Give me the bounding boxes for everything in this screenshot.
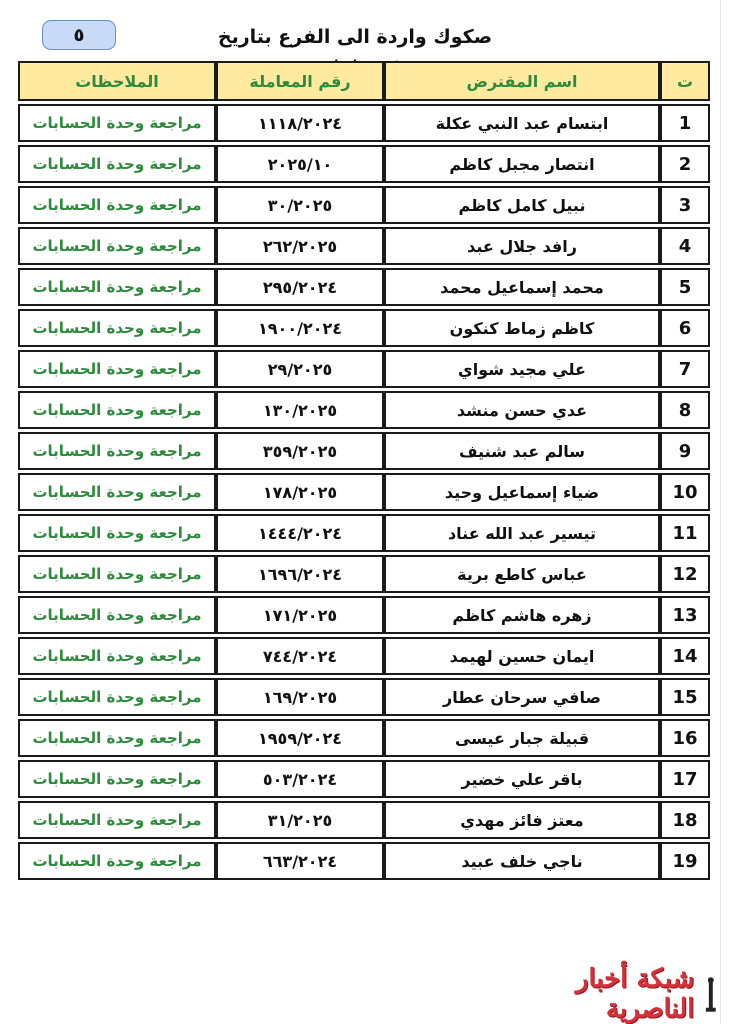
note: مراجعة وحدة الحسابات [18, 145, 216, 183]
column-header-index: ت [660, 61, 710, 101]
borrower-name: قبيلة جبار عيسى [384, 719, 660, 757]
row-index: 13 [660, 596, 710, 634]
row-index: 19 [660, 842, 710, 880]
table-row [18, 432, 710, 470]
table-row [18, 350, 710, 388]
row-index: 18 [660, 801, 710, 839]
note: مراجعة وحدة الحسابات [18, 555, 216, 593]
borrower-name: انتصار مجبل كاظم [384, 145, 660, 183]
note: مراجعة وحدة الحسابات [18, 350, 216, 388]
note: مراجعة وحدة الحسابات [18, 801, 216, 839]
row-index: 16 [660, 719, 710, 757]
borrower-name: ابتسام عبد النبي عكلة [384, 104, 660, 142]
logo [482, 964, 722, 1024]
table-row [18, 473, 710, 511]
note: مراجعة وحدة الحسابات [18, 760, 216, 798]
transaction-number: ٥٠٣/٢٠٢٤ [216, 760, 384, 798]
note: مراجعة وحدة الحسابات [18, 391, 216, 429]
row-index: 9 [660, 432, 710, 470]
logo-text: شبكة أخبار الناصرية [575, 964, 695, 1024]
table-row [18, 186, 710, 224]
transaction-number: ١٧٨/٢٠٢٥ [216, 473, 384, 511]
borrower-name: ايمان حسين لهيمد [384, 637, 660, 675]
transaction-number: ١٩٠٠/٢٠٢٤ [216, 309, 384, 347]
transaction-number: ١٤٤٤/٢٠٢٤ [216, 514, 384, 552]
note: مراجعة وحدة الحسابات [18, 514, 216, 552]
note: مراجعة وحدة الحسابات [18, 104, 216, 142]
borrower-name: سالم عبد شنيف [384, 432, 660, 470]
table-header-row [18, 61, 710, 101]
borrower-name: ضياء إسماعيل وحيد [384, 473, 660, 511]
table-row [18, 391, 710, 429]
minaret-icon [700, 974, 722, 1014]
note: مراجعة وحدة الحسابات [18, 719, 216, 757]
table-row [18, 555, 710, 593]
table-row [18, 145, 710, 183]
note: مراجعة وحدة الحسابات [18, 309, 216, 347]
table-row [18, 309, 710, 347]
row-index: 15 [660, 678, 710, 716]
transaction-number: ١٧١/٢٠٢٥ [216, 596, 384, 634]
row-index: 4 [660, 227, 710, 265]
borrower-name: معتز فائز مهدي [384, 801, 660, 839]
note: مراجعة وحدة الحسابات [18, 678, 216, 716]
document-title: صكوك واردة الى الفرع بتاريخ [217, 26, 493, 48]
table-row [18, 514, 710, 552]
row-index: 11 [660, 514, 710, 552]
borrower-name: صافي سرحان عطار [384, 678, 660, 716]
transaction-number: ٣١/٢٠٢٥ [216, 801, 384, 839]
transaction-number: ٢٦٢/٢٠٢٥ [216, 227, 384, 265]
row-index: 17 [660, 760, 710, 798]
table-row [18, 637, 710, 675]
table-row [18, 596, 710, 634]
note: مراجعة وحدة الحسابات [18, 473, 216, 511]
transaction-number: ١١١٨/٢٠٢٤ [216, 104, 384, 142]
note: مراجعة وحدة الحسابات [18, 268, 216, 306]
column-header-notes: الملاحظات [18, 61, 216, 101]
transaction-number: ١٩٥٩/٢٠٢٤ [216, 719, 384, 757]
header [0, 18, 730, 58]
table-row [18, 760, 710, 798]
table-row [18, 842, 710, 880]
table-row [18, 719, 710, 757]
transaction-number: ٣٥٩/٢٠٢٥ [216, 432, 384, 470]
note: مراجعة وحدة الحسابات [18, 842, 216, 880]
table-row [18, 227, 710, 265]
note: مراجعة وحدة الحسابات [18, 227, 216, 265]
transaction-number: ٢٠٢٥/١٠ [216, 145, 384, 183]
note: مراجعة وحدة الحسابات [18, 596, 216, 634]
row-index: 5 [660, 268, 710, 306]
table-row [18, 678, 710, 716]
row-index: 12 [660, 555, 710, 593]
borrower-name: علي مجيد شواي [384, 350, 660, 388]
table-row [18, 104, 710, 142]
borrower-name: ناجي خلف عبيد [384, 842, 660, 880]
column-header-transaction-number: رقم المعاملة [216, 61, 384, 101]
column-header-borrower-name: اسم المقترض [384, 61, 660, 101]
borrower-name: كاظم زماط كنكون [384, 309, 660, 347]
table-body [18, 104, 710, 880]
borrower-name: عدي حسن منشد [384, 391, 660, 429]
transaction-number: ١٣٠/٢٠٢٥ [216, 391, 384, 429]
row-index: 8 [660, 391, 710, 429]
row-index: 7 [660, 350, 710, 388]
borrower-name: عباس كاطع برية [384, 555, 660, 593]
page-number-badge: ٥ [42, 20, 116, 50]
borrower-name: رافد جلال عبد [384, 227, 660, 265]
row-index: 14 [660, 637, 710, 675]
transaction-number: ٦٦٣/٢٠٢٤ [216, 842, 384, 880]
transaction-number: ١٦٩٦/٢٠٢٤ [216, 555, 384, 593]
row-index: 6 [660, 309, 710, 347]
loans-table [18, 58, 710, 883]
row-index: 2 [660, 145, 710, 183]
borrower-name: محمد إسماعيل محمد [384, 268, 660, 306]
note: مراجعة وحدة الحسابات [18, 432, 216, 470]
table-row [18, 801, 710, 839]
transaction-number: ١٦٩/٢٠٢٥ [216, 678, 384, 716]
borrower-name: نبيل كامل كاظم [384, 186, 660, 224]
borrower-name: تيسير عبد الله عناد [384, 514, 660, 552]
note: مراجعة وحدة الحسابات [18, 637, 216, 675]
row-index: 3 [660, 186, 710, 224]
table-row [18, 268, 710, 306]
transaction-number: ٢٩/٢٠٢٥ [216, 350, 384, 388]
transaction-number: ٣٠/٢٠٢٥ [216, 186, 384, 224]
note: مراجعة وحدة الحسابات [18, 186, 216, 224]
row-index: 10 [660, 473, 710, 511]
transaction-number: ٧٤٤/٢٠٢٤ [216, 637, 384, 675]
borrower-name: زهره هاشم كاظم [384, 596, 660, 634]
borrower-name: باقر علي خضير [384, 760, 660, 798]
row-index: 1 [660, 104, 710, 142]
transaction-number: ٢٩٥/٢٠٢٤ [216, 268, 384, 306]
